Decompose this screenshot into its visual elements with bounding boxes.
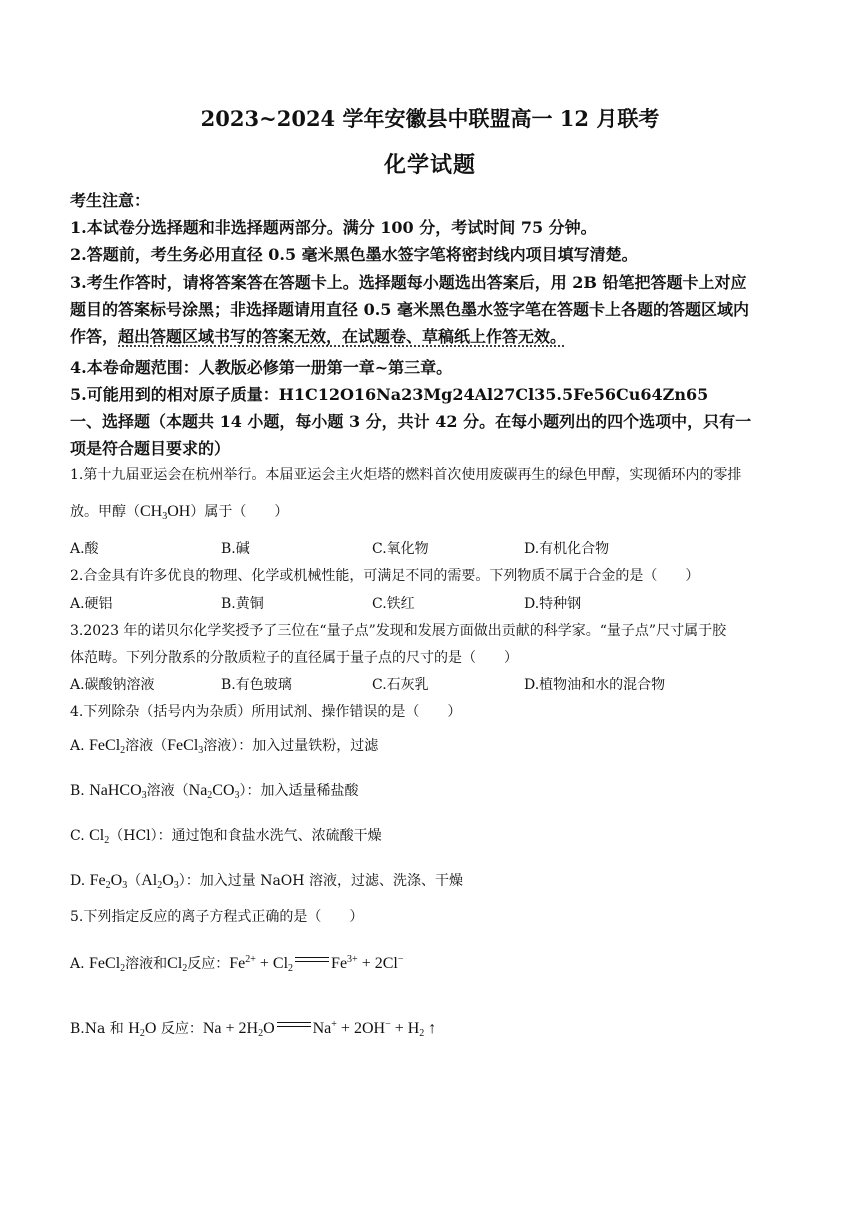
q1-option-c: C.氧化物: [372, 541, 429, 557]
q1-stem-line-1: 1.第十九届亚运会在杭州举行。本届亚运会主火炬塔的燃料首次使用废碳再生的绿色甲醇，实现循环内的零排: [70, 467, 742, 483]
q4-option-c: C. $Cl_2(HCl)$：通过饱和食盐水洗气、浓硫酸干燥: [70, 827, 382, 846]
q2-option-c: C.铁红: [372, 596, 415, 612]
notice-item-4: 4.本卷命题范围：人教版必修第一册第一章~第三章。: [70, 358, 453, 377]
q1-option-a: A.酸: [70, 541, 99, 557]
q1-stem-line-2: [70, 501, 800, 521]
double-line-equals-sign: [277, 1022, 311, 1030]
q3-option-a: A.碳酸钠溶液: [70, 677, 155, 693]
notice-item-3-line-1: 3.考生作答时，请将答案答在答题卡上。选择题每小题选出答案后，用 2B 铅笔把答题卡上对应: [70, 273, 747, 292]
notice-item-5: 5.可能用到的相对原子质量：H1C12O16Na23Mg24Al27Cl35.5Fe56Cu64Zn65: [70, 385, 709, 404]
q3-option-d: D.植物油和水的混合物: [524, 677, 666, 693]
exam-title: 2023~2024 学年安徽县中联盟高一 12 月联考: [200, 106, 660, 131]
q4-option-b: B. NaHCO$_3$溶液$(Na_2CO_3)$：加入适量稀盐酸: [70, 782, 359, 801]
notice-item-3-line-2: 题目的答案标号涂黑；非选择题请用直径 0.5 毫米黑色墨水签字笔在答题卡上各题的答题区域内: [70, 300, 749, 319]
notice-item-3-line-3-prefix: 作答，: [70, 327, 119, 346]
q1-option-d: D.有机化合物: [524, 541, 610, 557]
q3-stem-line-2: 体范畴。下列分散系的分散质粒子的直径属于量子点的尺寸的是（ ）: [70, 650, 518, 666]
q1-formula: $CH_3OH$: [140, 503, 191, 522]
notice-item-2: 2.答题前，考生务必用直径 0.5 毫米黑色墨水签字笔将密封线内项目填写清楚。: [70, 245, 638, 264]
notice-heading: 考生注意：: [70, 191, 151, 210]
q1-stem-suffix: ）属于（ ）: [190, 504, 289, 520]
q2-option-b: B.黄铜: [221, 596, 264, 612]
q5-option-a: A. FeCl$_2$溶液和$Cl_2$反应：$Fe^{2+} + Cl_2$ $Fe^{3+} + 2Cl^-$: [70, 954, 404, 974]
q3-stem-line-1: 3.2023 年的诺贝尔化学奖授予了三位在“量子点”发现和发展方面做出贡献的科学家。“量子点”尺寸属于胶: [70, 623, 727, 639]
exam-subject-title: 化学试题: [383, 152, 476, 178]
q3-option-b: B.有色玻璃: [221, 677, 292, 693]
q4-stem: 4.下列除杂（括号内为杂质）所用试剂、操作错误的是（ ）: [70, 704, 462, 720]
q1-stem-prefix: 放。甲醇（: [70, 504, 140, 520]
q5-option-b: B.Na 和 $H_2O$ 反应：$Na + 2H_2O$ $Na^+ + 2OH^- + H_2$ ↑: [70, 1019, 437, 1039]
gas-up-arrow-icon: ↑: [428, 1020, 437, 1037]
q5-stem: 5.下列指定反应的离子方程式正确的是（ ）: [70, 909, 364, 925]
q1-option-b: B.碱: [221, 541, 250, 557]
q4-option-a: A. FeCl$_2$溶液（FeCl$_3$溶液）：加入过量铁粉，过滤: [70, 737, 379, 756]
section-1-heading-line-1: 一、选择题（本题共 14 小题，每小题 3 分，共计 42 分。在每小题列出的四个选项中，只有一: [70, 412, 752, 431]
q4-option-d: D. $Fe_2O_3(Al_2O_3)$：加入过量 NaOH 溶液，过滤、洗涤、干燥: [70, 872, 463, 891]
q2-option-a: A.硬铝: [70, 596, 113, 612]
q2-stem: 2.合金具有许多优良的物理、化学或机械性能，可满足不同的需要。下列物质不属于合金的是（ ）: [70, 568, 700, 584]
q3-option-c: C.石灰乳: [372, 677, 429, 693]
double-line-equals-sign: [295, 957, 329, 965]
notice-item-3-line-3: [70, 324, 800, 347]
notice-item-3-dotted-text: 超出答题区域书写的答案无效，在试题卷、草稿纸上作答无效。: [118, 327, 567, 346]
notice-item-1: 1.本试卷分选择题和非选择题两部分。满分 100 分，考试时间 75 分钟。: [70, 218, 597, 237]
section-1-heading-line-2: 项是符合题目要求的）: [70, 439, 231, 458]
q2-option-d: D.特种钢: [524, 596, 582, 612]
